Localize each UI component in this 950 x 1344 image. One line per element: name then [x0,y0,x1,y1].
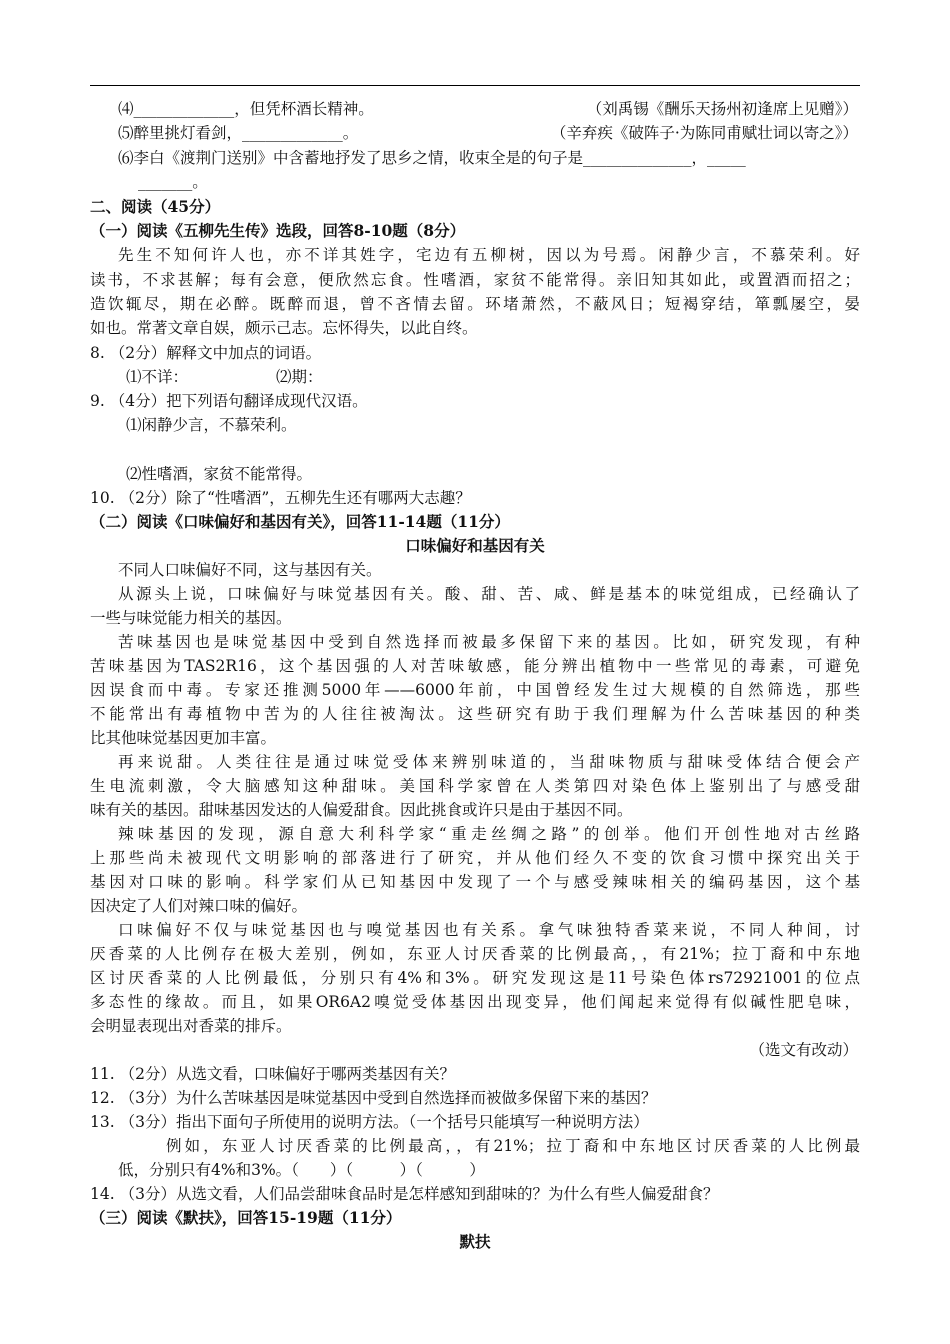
passage-2-line: 生电流刺激，令大脑感知这种甜味。美国科学家曾在人类第四对染色体上鉴别出了与感受甜 [90,777,860,795]
question-8-item-2: ⑵期： [276,368,323,386]
question-5-line: ⑸醉里挑灯看剑，_____________。 [118,124,359,142]
question-13-sentence: 例如，东亚人讨厌香菜的比例最高，，有21%；拉丁裔和中东地区讨厌香菜的人比例最 [166,1137,860,1155]
passage-2-line: 一些与味觉能力相关的基因。 [90,609,292,627]
question-12: 12. （3分）为什么苦味基因是味觉基因中受到自然选择而被做多保留下来的基因？ [90,1089,657,1107]
question-9: 9. （4分）把下列语句翻译成现代汉语。 [90,392,368,410]
passage-2-line: 比其他味觉基因更加丰富。 [90,729,277,747]
passage-2-line: 厌香菜的人比例存在极大差别，例如，东亚人讨厌香菜的比例最高，，有21%；拉丁裔和中东地 [90,945,860,963]
question-5-source: （辛弃疾《破阵子·为陈同甫赋壮词以寄之》） [550,124,858,142]
passage-2-line: 苦味基因也是味觉基因中受到自然选择而被最多保留下来的基因。比如，研究发现，有种 [118,633,860,651]
question-9-item-2: ⑵性嗜酒，家贫不能常得。 [126,465,313,483]
question-4-source: （刘禹锡《酬乐天扬州初逢席上见赠》） [586,100,858,118]
passage-2-line: 不同人口味偏好不同，这与基因有关。 [118,561,382,579]
passage-1-heading: （一）阅读《五柳先生传》选段，回答8-10题（8分） [90,221,466,240]
section-reading-heading: 二、阅读（45分） [90,197,221,216]
passage-2-line: 辣味基因的发现，源自意大利科学家“重走丝绸之路”的创举。他们开创性地对古丝路 [118,825,860,843]
passage-2-title: 口味偏好和基因有关 [405,536,545,555]
question-10: 10. （2分）除了“性嗜酒”，五柳先生还有哪两大志趣？ [90,489,471,507]
passage-1-line: 造饮辄尽，期在必醉。既醉而退，曾不吝情去留。环堵萧然，不蔽风日；短褐穿结，箪瓢屡空，晏 [90,295,860,313]
passage-2-line: 多态性的缘故。而且，如果OR6A2嗅觉受体基因出现变异，他们闻起来觉得有似碱性肥皂味， [90,993,860,1011]
passage-2-line: 因决定了人们对辣口味的偏好。 [90,897,308,915]
passage-2-line: 味有关的基因。甜味基因发达的人偏爱甜食。因此挑食或许只是由于基因不同。 [90,801,633,819]
passage-3-title: 默扶 [459,1232,491,1251]
top-rule [90,85,860,86]
passage-2-line: 基因对口味的影响。科学家们从已知基因中发现了一个与感受辣味相关的编码基因，这个基 [90,873,860,891]
passage-1-line: 读书，不求甚解；每有会意，便欣然忘食。性嗜酒，家贫不能常得。亲旧知其如此，或置酒而招之； [90,271,860,289]
passage-2-line: 会明显表现出对香菜的排斥。 [90,1017,292,1035]
passage-1-line: 如也。常著文章自娱，颇示己志。忘怀得失，以此自终。 [90,319,478,337]
question-6-line-cont: _______。 [138,173,208,191]
passage-2-note: （选文有改动） [749,1041,858,1059]
question-8: 8. （2分）解释文中加点的词语。 [90,344,322,362]
passage-2-line: 不能常出有毒植物中苦为的人往往被淘汰。这些研究有助于我们理解为什么苦味基因的种类 [90,705,860,723]
question-8-item-1: ⑴不详： [126,368,189,386]
question-4-line: ⑷_____________，但凭杯酒长精神。 [118,100,374,118]
question-13-blanks: 低，分别只有4%和3%。（ ）（ ）（ ） [118,1161,485,1179]
passage-1-line: 先生不知何许人也，亦不详其姓字，宅边有五柳树，因以为号焉。闲静少言，不慕荣利。好 [118,246,860,264]
passage-2-line: 口味偏好不仅与味觉基因也与嗅觉基因也有关系。拿气味独特香菜来说，不同人种间，讨 [118,921,860,939]
passage-2-line: 再来说甜。人类往往是通过味觉受体来辨别味道的，当甜味物质与甜味受体结合便会产 [118,753,860,771]
question-9-item-1: ⑴闲静少言，不慕荣利。 [126,416,297,434]
passage-3-heading: （三）阅读《默扶》，回答15-19题（11分） [90,1208,402,1227]
passage-2-line: 上那些尚未被现代文明影响的部落进行了研究，并从他们经久不变的饮食习惯中探究出关于 [90,849,860,867]
passage-2-line: 区讨厌香菜的人比例最低，分别只有4%和3%。研究发现这是11号染色体rs72921001的位点 [90,969,860,987]
passage-2-line: 苦味基因为TAS2R16，这个基因强的人对苦味敏感，能分辨出植物中一些常见的毒素，可避免 [90,657,860,675]
passage-2-heading: （二）阅读《口味偏好和基因有关》，回答11-14题（11分） [90,512,510,531]
passage-2-line: 因误食而中毒。专家还推测5000年——6000年前，中国曾经发生过大规模的自然筛选，那些 [90,681,860,699]
question-14: 14. （3分）从选文看，人们品尝甜味食品时是怎样感知到甜味的？为什么有些人偏爱甜食？ [90,1185,719,1203]
passage-2-line: 从源头上说，口味偏好与味觉基因有关。酸、甜、苦、咸、鲜是基本的味觉组成，已经确认了 [118,585,860,603]
question-11: 11. （2分）从选文看，口味偏好于哪两类基因有关？ [90,1065,455,1083]
question-6-line: ⑹李白《渡荆门送别》中含蓄地抒发了思乡之情，收束全是的句子是______________，_____ [118,149,746,167]
question-13: 13. （3分）指出下面句子所使用的说明方法。（一个括号只能填写一种说明方法） [90,1113,649,1131]
